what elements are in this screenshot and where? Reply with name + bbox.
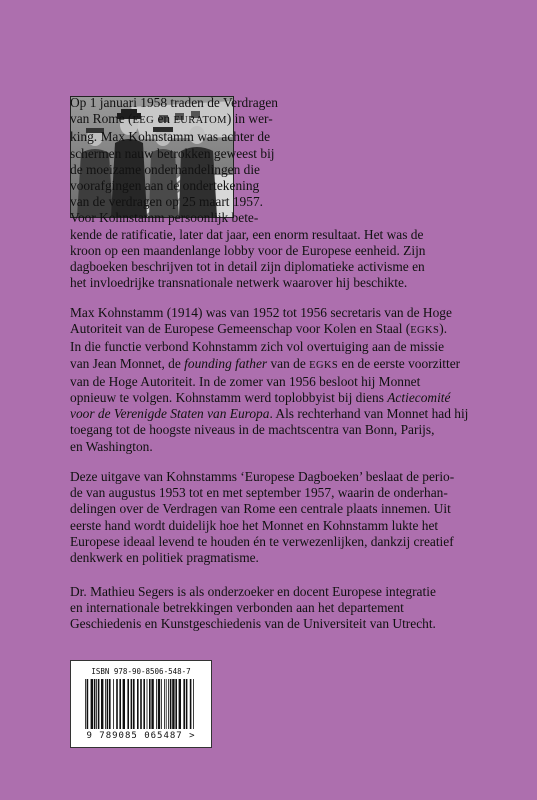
- text-line: en Washington.: [70, 438, 153, 454]
- text-line: kende de ratificatie, later dat jaar, een enorm resultaat. Het was de: [70, 226, 424, 242]
- barcode-bar: [107, 679, 109, 729]
- barcode-bar: [164, 679, 165, 729]
- barcode-bar: [123, 679, 125, 729]
- edition-paragraph: [70, 469, 470, 566]
- author-paragraph: [70, 584, 470, 633]
- text-line: schermen nauw betrokken geweest bij: [70, 145, 275, 161]
- text-line: Op 1 januari 1958 traden de Verdragen: [70, 95, 278, 110]
- text-line: dagboeken beschrijven tot in detail zijn diplomatieke activisme en: [70, 259, 425, 275]
- barcode-bar: [158, 679, 160, 729]
- text-line: denkwerk en politiek pragmatisme.: [70, 550, 259, 566]
- barcode-bar: [168, 679, 169, 729]
- barcode-bar: [147, 679, 148, 729]
- barcode-bar: [98, 679, 100, 729]
- barcode-bar: [193, 679, 194, 729]
- barcode-bar: [87, 679, 89, 729]
- text-line: Dr. Mathieu Segers is als onderzoeker en docent Europese integratie: [70, 584, 436, 599]
- text-line: voorafgingen aan de ondertekening: [70, 178, 260, 194]
- barcode-bar: [172, 679, 174, 729]
- barcode-bar: [116, 679, 118, 729]
- barcode-bar: [166, 679, 167, 729]
- barcode-digits: 9 789085 065487 >: [86, 731, 196, 741]
- barcode-bar: [131, 679, 133, 729]
- barcode: [70, 660, 212, 748]
- barcode-bar: [133, 679, 135, 729]
- barcode-bar: [119, 679, 121, 729]
- text-line: Deze uitgave van Kohnstamms ‘Europese Dagboeken’ beslaat de perio-: [70, 469, 455, 484]
- barcode-bar: [190, 679, 192, 729]
- bio-paragraph: [70, 305, 470, 455]
- text-line: king. Max Kohnstamm was achter de: [70, 129, 271, 145]
- barcode-bar: [101, 679, 103, 729]
- barcode-bar: [113, 679, 114, 729]
- text-line: Autoriteit van de Europese Gemeenschap voor Kolen en Staal (EGKS).: [70, 321, 448, 337]
- text-line: van Rome (EEG en EURATOM) in wer-: [70, 111, 273, 127]
- barcode-bar: [127, 679, 129, 729]
- text-line: van de Hoge Autoriteit. In de zomer van 1956 besloot hij Monnet: [70, 373, 421, 389]
- text-line: Max Kohnstamm (1914) was van 1952 tot 1956 secretaris van de Hoge: [70, 305, 452, 320]
- barcode-bar: [91, 679, 93, 729]
- barcode-bar: [151, 679, 153, 729]
- text-line: opnieuw te volgen. Kohnstamm werd toplobbyist bij diens Actiecomité: [70, 390, 451, 406]
- barcode-bar: [143, 679, 145, 729]
- intro-paragraph: [70, 95, 470, 291]
- isbn-label: ISBN 978-90-8506-548-7: [91, 667, 191, 676]
- text-line: toegang tot de hoogste niveaus in de machtscentra van Bonn, Parijs,: [70, 422, 435, 438]
- barcode-bar: [170, 679, 172, 729]
- barcode-bar: [140, 679, 142, 729]
- barcode-bar: [183, 679, 185, 729]
- text-line: Geschiedenis en Kunstgeschiedenis van de Universiteit van Utrecht.: [70, 616, 436, 632]
- text-line: Europese ideaal levend te houden én te verwezenlijken, dankzij creatief: [70, 533, 454, 549]
- text-line: de moeizame onderhandelingen die: [70, 161, 260, 177]
- barcode-bar: [96, 679, 97, 729]
- text-line: Voor Kohnstamm persoonlijk bete-: [70, 210, 259, 226]
- text-line: kroon op een maandenlange lobby voor de Europese eenheid. Zijn: [70, 242, 426, 258]
- barcode-bar: [156, 679, 157, 729]
- text-line: delingen over de Verdragen van Rome een centrale plaats innemen. Uit: [70, 501, 451, 517]
- barcode-bar: [161, 679, 162, 729]
- barcode-bar: [186, 679, 188, 729]
- barcode-bar: [149, 679, 151, 729]
- barcode-bar: [179, 679, 181, 729]
- text-line: In die functie verbond Kohnstamm zich vol overtuiging aan de missie: [70, 339, 445, 355]
- barcode-bar: [175, 679, 177, 729]
- text-line: de van augustus 1953 tot en met september 1957, waarin de onderhan-: [70, 485, 448, 501]
- text-line: van Jean Monnet, de founding father van de EGKS en de eerste voorzitter: [70, 355, 461, 371]
- barcode-bar: [137, 679, 139, 729]
- text-line: en internationale betrekkingen verbonden aan het departement: [70, 600, 404, 616]
- barcode-bars: [83, 679, 199, 729]
- text-line: het invloedrijke transnationale netwerk waarover hij beschikte.: [70, 275, 408, 291]
- text-line: voor de Verenigde Staten van Europa. Als rechterhand van Monnet had hij: [70, 406, 469, 422]
- barcode-bar: [109, 679, 111, 729]
- barcode-bar: [94, 679, 96, 729]
- barcode-bar: [105, 679, 106, 729]
- barcode-bar: [85, 679, 86, 729]
- text-line: van de verdragen op 25 maart 1957.: [70, 194, 263, 210]
- text-line: eerste hand wordt duidelijk hoe het Monnet en Kohnstamm lukte het: [70, 517, 439, 533]
